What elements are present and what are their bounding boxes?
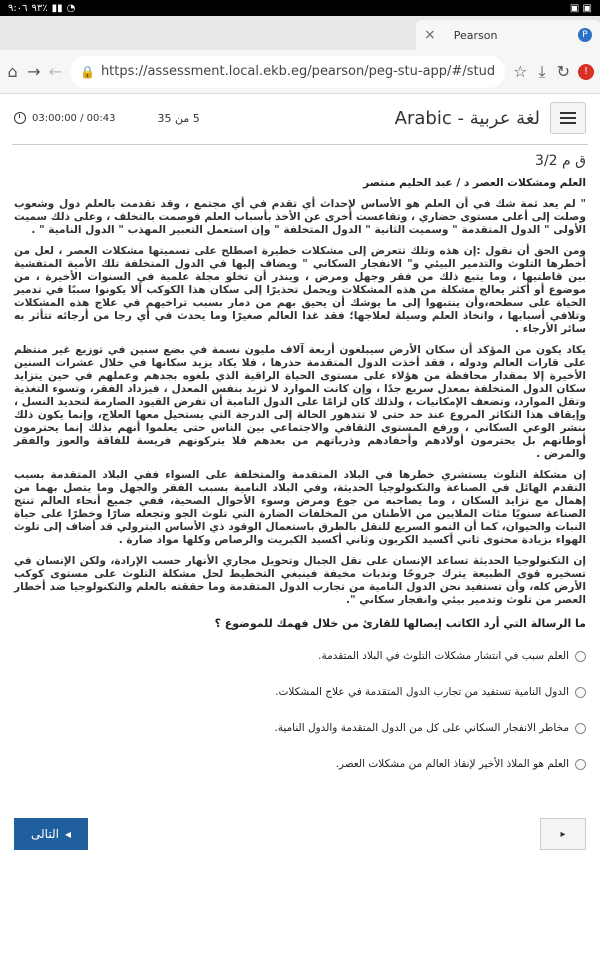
passage-paragraph: إن مشكلة التلوث يستشري خطرها في البلاد المتقدمة والمتخلفة على السواء ففي البلاد المتقدمة بسبب التقدم الهائل في الصناعة والتكنولوجيا الحديثة، وفي البلاد النامية بسبب الفقر والجهل وما يتصل بهما من إهمال مع تزايد السكان ، وما يصاحبه من جوع ومرض وسوء الأحوال الصحية، ففي جميع أنحاء العالم تنتج الصناعة سنويًا مئات الملايين من الأطنان من المخلفات الضارة التي تلوث الجو وتجعله ضارًا وخطرًا على حياة النبات والحيوان، كما أن النمو السريع للنقل بالطرق باستعمال الوقود ذي الأساس البترولي قد أضاف إلى تلوث الهواء بزيادة محتوى ثاني أكسيد الكربون وثاني أكسيد الكبريت والرصاص وكلها مواد ضارة . (14, 469, 586, 546)
caret-right-icon: ▸ (560, 828, 566, 840)
app-header (0, 98, 600, 138)
radio-button[interactable] (575, 759, 586, 770)
tab-bar (0, 16, 600, 50)
clock-time: ٩:٠٦ (8, 2, 28, 14)
next-button[interactable] (14, 818, 88, 850)
close-icon[interactable]: × (424, 27, 436, 43)
status-bar (0, 0, 600, 16)
option-text[interactable]: العلم سبب في انتشار مشكلات التلوث في البلاد المتقدمة. (318, 650, 569, 662)
tab-title: Pearson (453, 28, 498, 42)
passage-paragraph: يكاد يكون من المؤكد أن سكان الأرض سيبلغون أربعة آلاف مليون نسمة في بضع سنين في توزيع غير منتظم على قارات العالم ودوله ، فقد أخذت الدول المتقدمة حذرها ، فلا يكاد يزيد سكانها في خلال عشرات السنين الأخيرة إلا بمقدار محافظة من هؤلاء على مستوى الحياة الراقية الذي بلغوه بجدهم وعملهم في حين يتزايد سكان الدول المتخلفة بمعدل سريع جدًا ، وإن كانت الموارد لا تزيد بنفس المعدل ، فيزداد الفقر، وتسوء التغذية وتقل الموارد، وتضعف الإمكانيات ، ولذلك كان لزامًا على الدول النامية أن تفرض القيود الصارمة لتحديد النسل ، وإيقاف هذا التكاثر المروع عند حد حتى لا تتدهور الحالة إلى الدرجة التي يستحيل معها العلاج، وإنما يكون ذلك بنشر الوعي السكاني ، ورفع المستوى الثقافي والاجتماعي بين الناس حتى يعلموا أنهم بذلك إنما يحترمون أوطانهم بل يحترمون أولادهم وأحفادهم وذرياتهم من بعدهم فلا يتركونهم فريسة للفاقة والعوز والفقر والمرض . (14, 344, 586, 460)
wifi-icon: ◔ (66, 2, 76, 14)
hamburger-menu-button[interactable] (550, 102, 586, 134)
next-label: التالى (31, 827, 59, 841)
notification-icons: ▣ ▣ (569, 2, 592, 14)
battery-level: ٩٣٪ (31, 2, 48, 14)
home-icon[interactable]: ⌂ (7, 62, 18, 81)
answer-option[interactable] (14, 686, 586, 698)
page-count: 5 من 35 (157, 111, 200, 125)
option-text[interactable]: الدول النامية تستفيد من تجارب الدول المتقدمة في علاج المشكلات. (275, 686, 569, 698)
reading-passage (14, 177, 586, 607)
bookmark-star-icon[interactable]: ☆ (513, 62, 528, 81)
question-label: ق م 3/2 (535, 153, 586, 169)
passage-title: العلم ومشكلات العصر د / عبد الحليم منتصر (363, 177, 586, 189)
browser-tab[interactable] (416, 20, 600, 50)
passage-paragraph: ومن الحق أن نقول :إن هذه وتلك تتعرض إلى مشكلات خطيرة اصطلح على تسميتها مشكلات العصر ، لعل من أخطرها التلوث والتدمير البيئي و" الانفجار السكاني " ويضاف إليها في الدول المتخلفة تلك الأمية المتفشية بين قاطنيها ، وما يتبع ذلك من فقر وجهل ومرض ، ويندر أن تخلو مجلة علمية في السنوات الأخيرة ، من موضوع أو أكثر يعالج مشكلة من هذه المشكلات ويحمل تحذيرًا إلى سكان هذا الكوكب ألا يكونوا سببًا في تدمير الحياة على سطحه،وأن ينتبهوا إلى ما يوشك أن يحيق بهم من دمار بسبب تراخيهم في علاج هذه المشكلات وتلافي أسبابها ، واتخاذ العلم وسيلة لعلاجها؛ فقد غدا العالم صغيرًا وما يحدث في أي رجا من أرجائه تتأثر به سائر الأرجاء . (14, 245, 586, 335)
caret-left-icon: ◂ (64, 827, 71, 841)
page-title: Arabic - لغة عربية (394, 107, 540, 129)
passage-paragraph: إن التكنولوجيا الحديثة تساعد الإنسان على نقل الجبال وتحويل مجاري الأنهار حسب الإرادة، ولكن الإنسان في تسخيره قوى الطبيعة يترك جروحًا وندبات مخيفة فينبغي التخطيط لحل مشكلة التلوث على مستوى كوكب الأرض كله، وأن تستفيد نحن الدول النامية من تجارب الدول المتقدمة وما حققته بالعلم والتكنولوجيا ضد أخطار العصر من تلوث وتدمير بيئي وانفجار سكاني ". (14, 555, 586, 606)
download-icon[interactable]: ⤓ (538, 61, 546, 81)
status-right (8, 3, 75, 14)
forward-icon[interactable]: → (27, 62, 41, 81)
timer-area (14, 112, 200, 125)
clock-icon (14, 112, 26, 124)
answer-option[interactable] (14, 758, 586, 770)
radio-button[interactable] (575, 723, 586, 734)
answer-option[interactable] (14, 722, 586, 734)
question-content (0, 153, 600, 770)
address-bar (0, 50, 600, 94)
question-text: ما الرسالة التي أرد الكاتب إيصالها للقارئ من خلال فهمك للموضوع ؟ (214, 617, 586, 630)
signal-icon: ▮▮ (51, 2, 63, 14)
url-box[interactable] (70, 56, 505, 88)
previous-button[interactable] (540, 818, 586, 850)
lock-icon: 🔒 (79, 64, 95, 79)
radio-button[interactable] (575, 687, 586, 698)
site-warning-icon[interactable]: ! (578, 61, 594, 83)
radio-button[interactable] (575, 651, 586, 662)
refresh-icon[interactable]: ↻ (556, 62, 570, 81)
pearson-icon: P (578, 28, 592, 42)
passage-paragraph: " لم يعد ثمة شك في أن العلم هو الأساس لإحداث أي تقدم في أي مجتمع ، وقد تقدمت بالعلم دول وشعوب وصلت إلى أعلى مستوى حضاري ، وتقاعست أخرى عن الأخذ بأسباب العلم فوصمت بالتخلف ، وعلى ذلك سميت الأولى " الدول المتقدمة " وسميت الثانية " الدول المتخلفة " وإن استعمل التعبير المهذب " الدول النامية " . (14, 198, 586, 236)
option-text[interactable]: مخاطر الانفجار السكاني على كل من الدول المتقدمة والدول النامية. (274, 722, 569, 734)
timer-text: 03:00:00 / 00:43 (32, 112, 116, 124)
answer-options (14, 650, 586, 770)
back-icon[interactable]: ← (48, 62, 62, 81)
answer-option[interactable] (14, 650, 586, 662)
navigation-footer (0, 818, 600, 854)
url-text[interactable]: https://assessment.local.ekb.eg/pearson/peg-stu-app/#/stud (100, 64, 496, 79)
header-divider (12, 144, 588, 145)
option-text[interactable]: العلم هو الملاذ الأخير لإنقاذ العالم من مشكلات العصر. (335, 758, 569, 770)
title-area (395, 102, 586, 134)
